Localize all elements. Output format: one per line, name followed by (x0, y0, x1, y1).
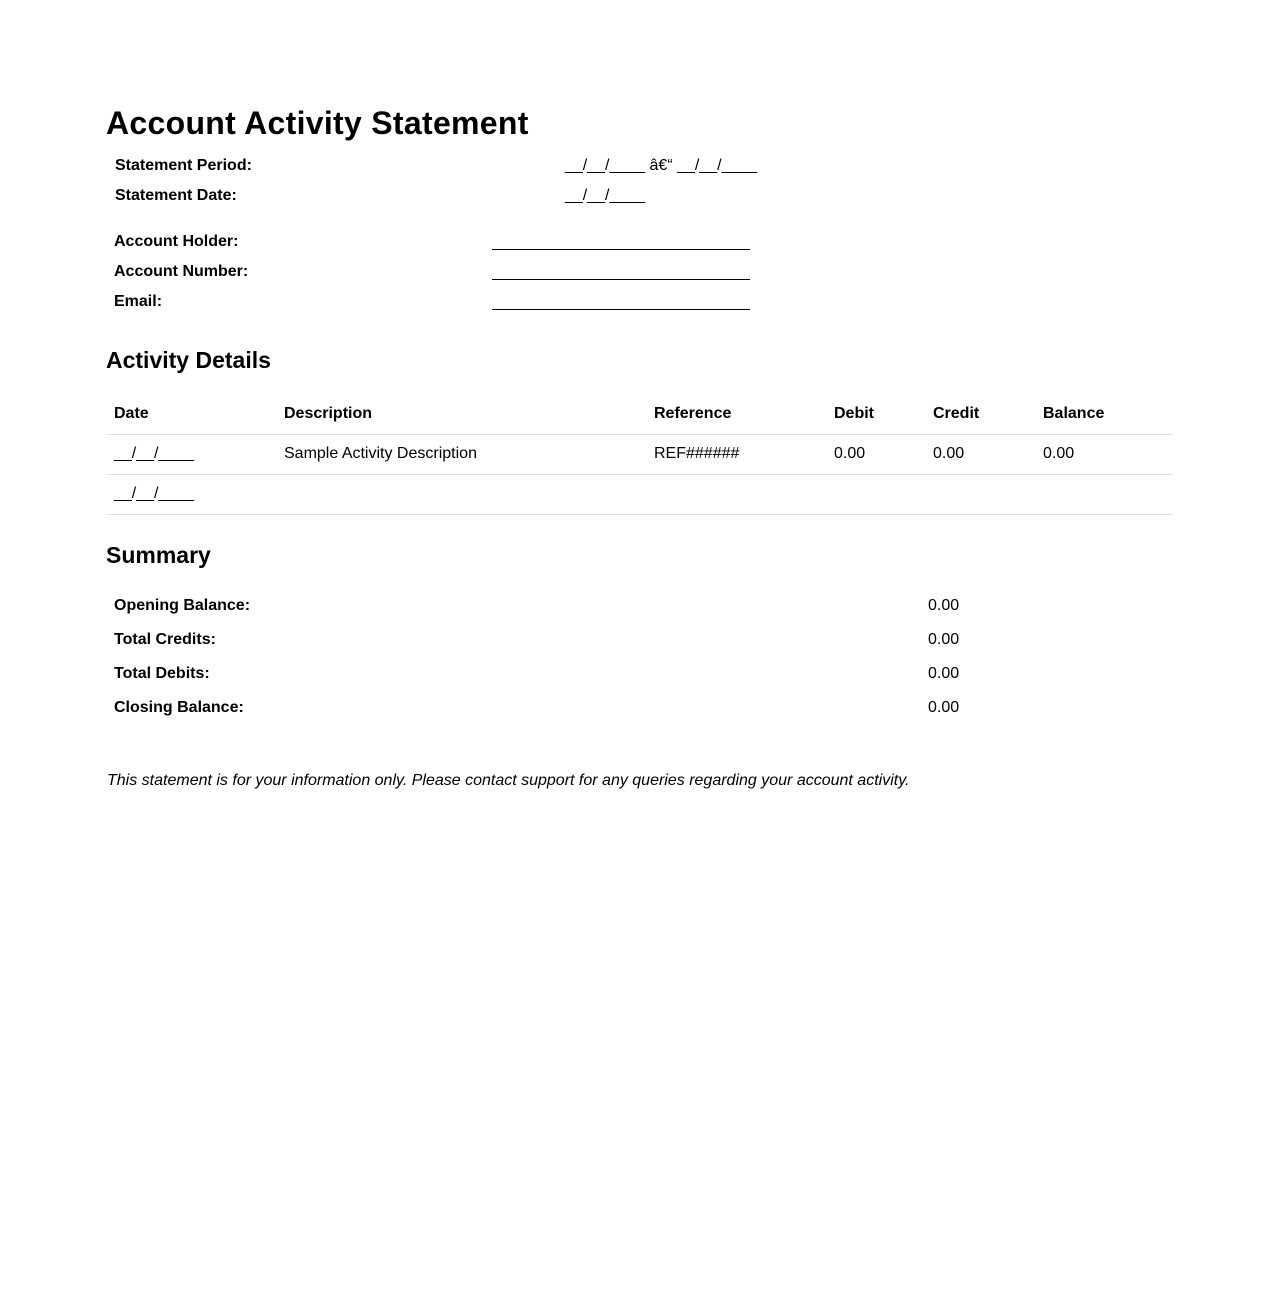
table-row (106, 475, 1172, 515)
statement-period-value: __/__/____ â€“ __/__/____ (565, 157, 758, 174)
column-header-debit: Debit (834, 405, 874, 422)
summary-label: Total Credits: (114, 631, 216, 648)
statement-period-label: Statement Period: (115, 157, 252, 174)
column-header-description: Description (284, 405, 373, 422)
column-header-balance: Balance (1043, 405, 1105, 422)
summary-heading: Summary (106, 542, 211, 568)
summary-row-total-debits (114, 658, 1114, 692)
cell-date: __/__/____ (114, 445, 195, 462)
statement-date-label: Statement Date: (115, 187, 237, 204)
activity-details-heading: Activity Details (106, 347, 271, 373)
table-row (106, 435, 1172, 475)
account-holder-field[interactable] (492, 229, 750, 250)
column-header-date: Date (114, 405, 149, 422)
email-label: Email: (114, 293, 163, 310)
summary-label: Closing Balance: (114, 699, 244, 716)
summary-row-opening-balance (114, 590, 1114, 624)
account-number-label: Account Number: (114, 263, 249, 280)
cell-debit: 0.00 (834, 445, 866, 462)
statement-date-value: __/__/____ (565, 187, 646, 204)
summary-value: 0.00 (928, 665, 960, 682)
summary-row-total-credits (114, 624, 1114, 658)
summary-value: 0.00 (928, 631, 960, 648)
summary-value: 0.00 (928, 699, 960, 716)
column-header-reference: Reference (654, 405, 732, 422)
footer-note: This statement is for your information only. Please contact support for any queries regarding your account activity. (107, 772, 910, 789)
summary-label: Opening Balance: (114, 597, 251, 614)
summary-value: 0.00 (928, 597, 960, 614)
cell-credit: 0.00 (933, 445, 965, 462)
summary-row-closing-balance (114, 692, 1114, 726)
summary-table (114, 590, 1114, 726)
account-holder-label: Account Holder: (114, 233, 239, 250)
cell-date: __/__/____ (114, 485, 195, 502)
cell-reference: REF###### (654, 445, 740, 462)
document-title: Account Activity Statement (106, 105, 529, 141)
account-number-field[interactable] (492, 259, 750, 280)
table-header-row (106, 395, 1172, 435)
summary-label: Total Debits: (114, 665, 210, 682)
email-field[interactable] (492, 289, 750, 310)
statement-page (106, 100, 1172, 789)
cell-balance: 0.00 (1043, 445, 1075, 462)
column-header-credit: Credit (933, 405, 980, 422)
activity-table (106, 395, 1172, 515)
cell-description: Sample Activity Description (284, 445, 477, 462)
